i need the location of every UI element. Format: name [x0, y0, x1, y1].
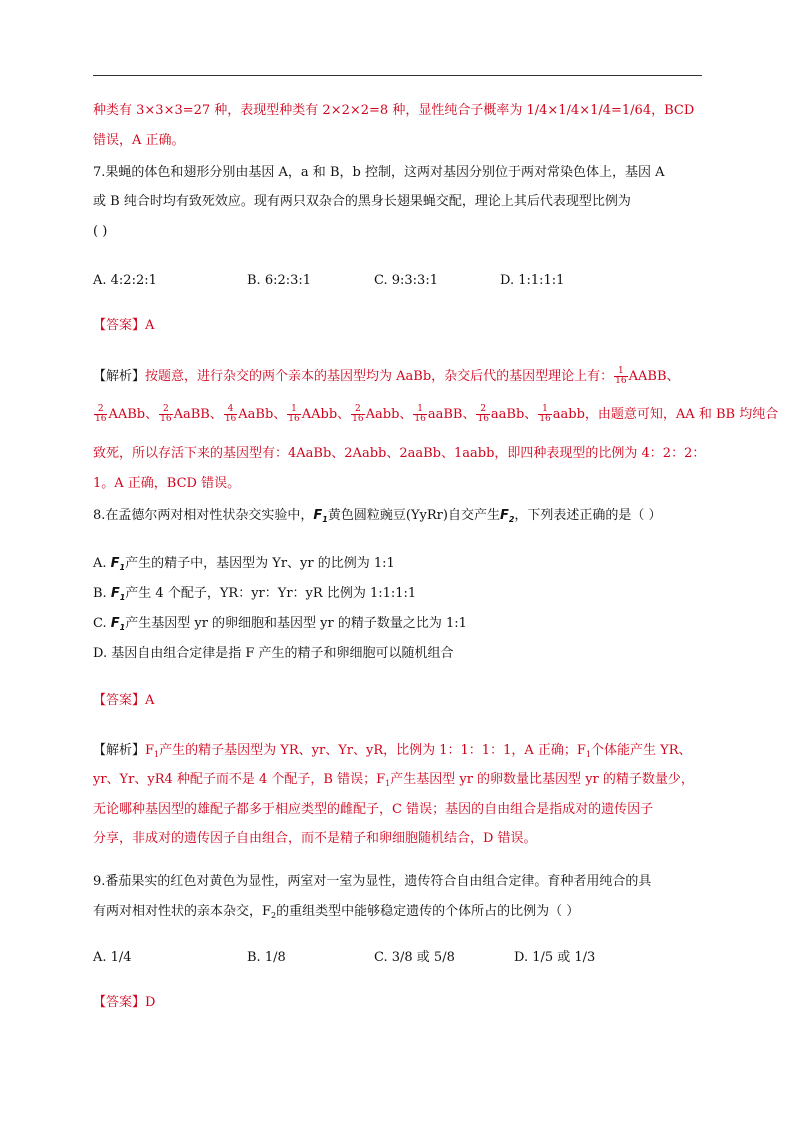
fraction: $\frac{2}{16}$	[95, 404, 107, 424]
analysis-label: 【解析】	[93, 369, 146, 384]
fraction: $\frac{1}{16}$	[539, 404, 551, 424]
q8-option-a: A. $F_1$产生的精子中，基因型为 Yr、yr 的比例为 1:1	[93, 556, 395, 572]
q7-analysis-line-2: $\frac{2}{16}$ AABb、 $\frac{2}{16}$ AaBB、 $\frac{4}{16}$ AaBb、 $\frac{1}{16}$ AAbb、 $\frac{2}{16}$ Aabb、 $\frac{1}{16}$ aaBB、 $\frac{2}{16}$ aaBb、 $\frac{1}{16}$ aabb，由题意可知，AA 和 BB 均纯合	[95, 404, 779, 424]
q9-stem-line-1: 9.番茄果实的红色对黄色为显性，两室对一室为显性，遗传符合自由组合定律。育种者用纯合的具	[93, 874, 652, 889]
fraction: $\frac{1}{16}$	[288, 404, 300, 424]
q8-analysis-line-4: 分享，非成对的遗传因子自由组合，而不是精子和卵细胞随机结合，D 错误。	[93, 831, 537, 846]
q9-option-d: D. 1/5 或 1/3	[514, 950, 596, 965]
q7-option-b: B. 6:2:3:1	[247, 273, 312, 288]
q9-stem-line-2: 有两对相对性状的亲本杂交，$F_2$的重组类型中能够稳定遗传的个体所占的比例为（ ）	[93, 904, 580, 920]
q8-option-d: D. 基因自由组合定律是指 F 产生的精子和卵细胞可以随机组合	[93, 646, 454, 661]
q7-analysis-line-1: 【解析】按题意，进行杂交的两个亲本的基因型均为 AaBb，杂交后代的基因型理论上有： $\frac{1}{16}$ AABB、	[93, 366, 680, 386]
q8-analysis-line-2: yr、Yr、yR4 种配子而不是 4 个配子，B 错误；$F_1$产生基因型 yr 的卵数量比基因型 yr 的精子数量少，	[93, 772, 694, 788]
fraction: $\frac{2}{16}$	[352, 404, 364, 424]
q8-answer: 【答案】A	[93, 693, 155, 708]
q7-option-c: C. 9:3:3:1	[374, 273, 438, 288]
q8-analysis-line-3: 无论哪种基因型的雄配子都多于相应类型的雌配子，C 错误；基因的自由组合是指成对的遗传因子	[93, 802, 654, 817]
q9-option-b: B. 1/8	[247, 950, 286, 965]
q7-option-d: D. 1:1:1:1	[500, 273, 565, 288]
q7-stem-line-1: 7.果蝇的体色和翅形分别由基因 A，a 和 B，b 控制，这两对基因分别位于两对常染色体上，基因 A	[93, 165, 665, 180]
q9-option-a: A. 1/4	[93, 950, 132, 965]
q7-stem-line-2: 或 B 纯合时均有致死效应。现有两只双杂合的黑身长翅果蝇交配，理论上其后代表现型比例为	[93, 194, 631, 209]
header-rule	[93, 75, 702, 76]
q8-analysis-line-1: 【解析】$F_1$产生的精子基因型为 YR、yr、Yr、yR，比例为 1：1：1：1，A 正确；$F_1$个体能产生 YR、	[93, 743, 692, 759]
q7-option-a: A. 4:2:2:1	[93, 273, 157, 288]
q8-option-c: C. $F_1$产生基因型 yr 的卵细胞和基因型 yr 的精子数量之比为 1:1	[93, 616, 467, 632]
q7-stem-line-3: ( )	[93, 224, 108, 239]
fraction: $\frac{1}{16}$	[615, 366, 627, 386]
prev-analysis-line-1: 种类有 3×3×3=27 种，表现型种类有 2×2×2=8 种，显性纯合子概率为 1/4×1/4×1/4=1/64，BCD	[93, 103, 695, 118]
q7-analysis-line-4: 1。A 正确，BCD 错误。	[93, 476, 241, 491]
q7-answer: 【答案】A	[93, 318, 155, 333]
q8-stem: 8.在孟德尔两对相对性状杂交实验中，$F_1$黄色圆粒豌豆(YyRr)自交产生$F_2$，下列表述正确的是（ ）	[93, 508, 662, 524]
fraction: $\frac{2}{16}$	[477, 404, 489, 424]
fraction: $\frac{1}{16}$	[414, 404, 426, 424]
prev-analysis-line-2: 错误，A 正确。	[93, 133, 185, 148]
q7-analysis-line-3: 致死，所以存活下来的基因型有：4AaBb、2Aabb、2aaBb、1aabb，即四种表现型的比例为 4：2：2：	[93, 446, 706, 461]
q9-option-c: C. 3/8 或 5/8	[374, 950, 455, 965]
q8-option-b: B. $F_1$产生 4 个配子，YR：yr：Yr：yR 比例为 1:1:1:1	[93, 586, 417, 602]
q9-answer: 【答案】D	[93, 995, 156, 1010]
fraction: $\frac{4}{16}$	[224, 404, 237, 424]
fraction: $\frac{2}{16}$	[160, 404, 172, 424]
